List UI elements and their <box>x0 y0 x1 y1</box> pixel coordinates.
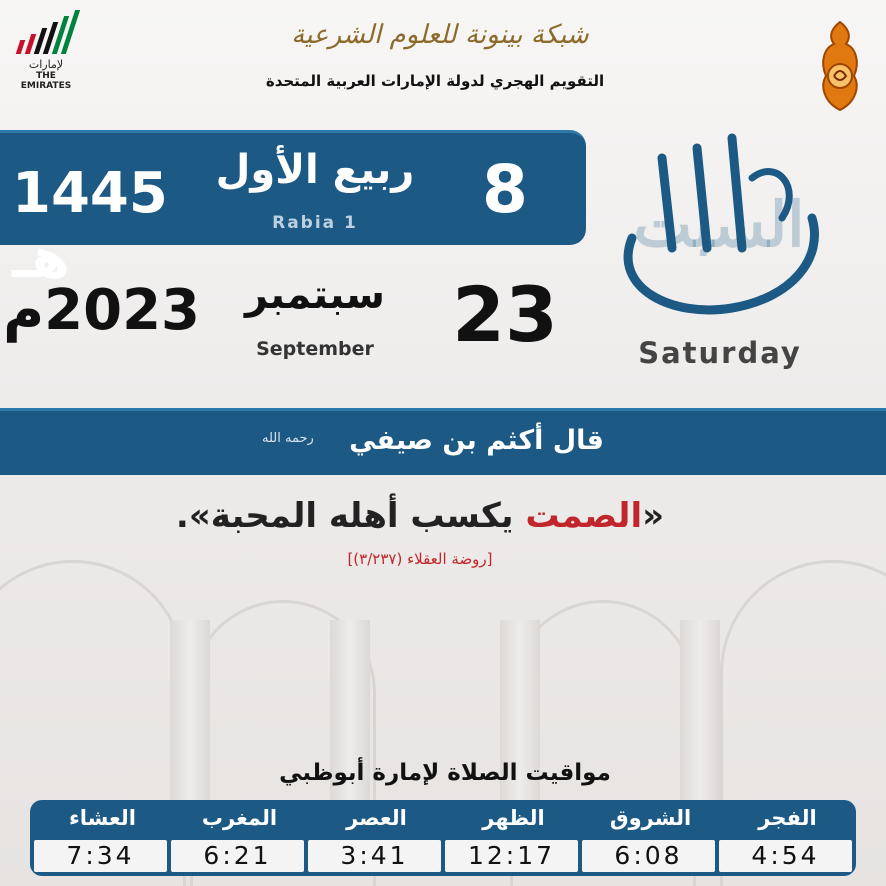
hijri-month-arabic: ربيع الأول <box>215 147 415 193</box>
emirates-arabic-text: لإمارات <box>28 58 64 71</box>
ornamental-emblem-icon <box>818 18 862 114</box>
prayer-name-asr: العصر <box>346 806 407 830</box>
prayer-name-fajr: الفجر <box>758 806 817 830</box>
prayer-time-sunrise: 6:08 <box>582 840 715 872</box>
quote-author: قال أكثم بن صيفي <box>349 425 604 456</box>
prayer-times-title: مواقيت الصلاة لإمارة أبوظبي <box>279 760 611 786</box>
prayer-time-fajr: 4:54 <box>719 840 852 872</box>
quote-author-bar <box>0 408 886 475</box>
weekday-arabic: السبت <box>633 188 805 261</box>
quote-highlight-word: الصمت <box>525 496 643 536</box>
prayer-name-isha: العشاء <box>69 806 136 830</box>
prayer-name-maghrib: المغرب <box>201 806 278 830</box>
gregorian-month-english: September <box>256 338 374 360</box>
hijri-day: 8 <box>482 151 528 228</box>
prayer-times-table <box>30 800 856 876</box>
prayer-time-isha: 7:34 <box>34 840 167 872</box>
weekday-english: Saturday <box>638 336 802 370</box>
emirates-logo <box>10 12 82 91</box>
quote-honorific: رحمه الله <box>262 431 314 446</box>
weekday-calligraphy <box>602 118 836 328</box>
prayer-time-maghrib: 6:21 <box>171 840 304 872</box>
quote-rest: يكسب أهله المحبة». <box>175 496 526 536</box>
hijri-date-bar <box>0 130 586 291</box>
calendar-title: التقويم الهجري لدولة الإمارات العربية المتحدة <box>265 72 605 90</box>
gregorian-day: 23 <box>452 270 558 359</box>
hijri-month-english: Rabia 1 <box>272 213 358 233</box>
quote-source: [روضة العقلاء (٣/٢٣٧)] <box>347 550 493 568</box>
hijri-year: 1445 هـ <box>12 161 168 291</box>
column-decoration <box>170 620 210 800</box>
prayer-time-dhuhr: 12:17 <box>445 840 578 872</box>
quote-open-mark: « <box>642 496 665 536</box>
prayer-name-sunrise: الشروق <box>609 806 692 830</box>
prayer-time-asr: 3:41 <box>308 840 441 872</box>
network-name: شبكة بينونة للعلوم الشرعية <box>291 20 589 50</box>
emirates-english-text: THE EMIRATES <box>20 71 72 91</box>
emirates-stripes-logo-icon <box>10 12 82 58</box>
column-decoration <box>680 620 720 800</box>
gregorian-month-arabic: سبتمبر <box>244 272 386 318</box>
gregorian-year: 2023م <box>3 278 200 343</box>
quote-text <box>140 496 700 536</box>
prayer-name-dhuhr: الظهر <box>482 806 545 830</box>
